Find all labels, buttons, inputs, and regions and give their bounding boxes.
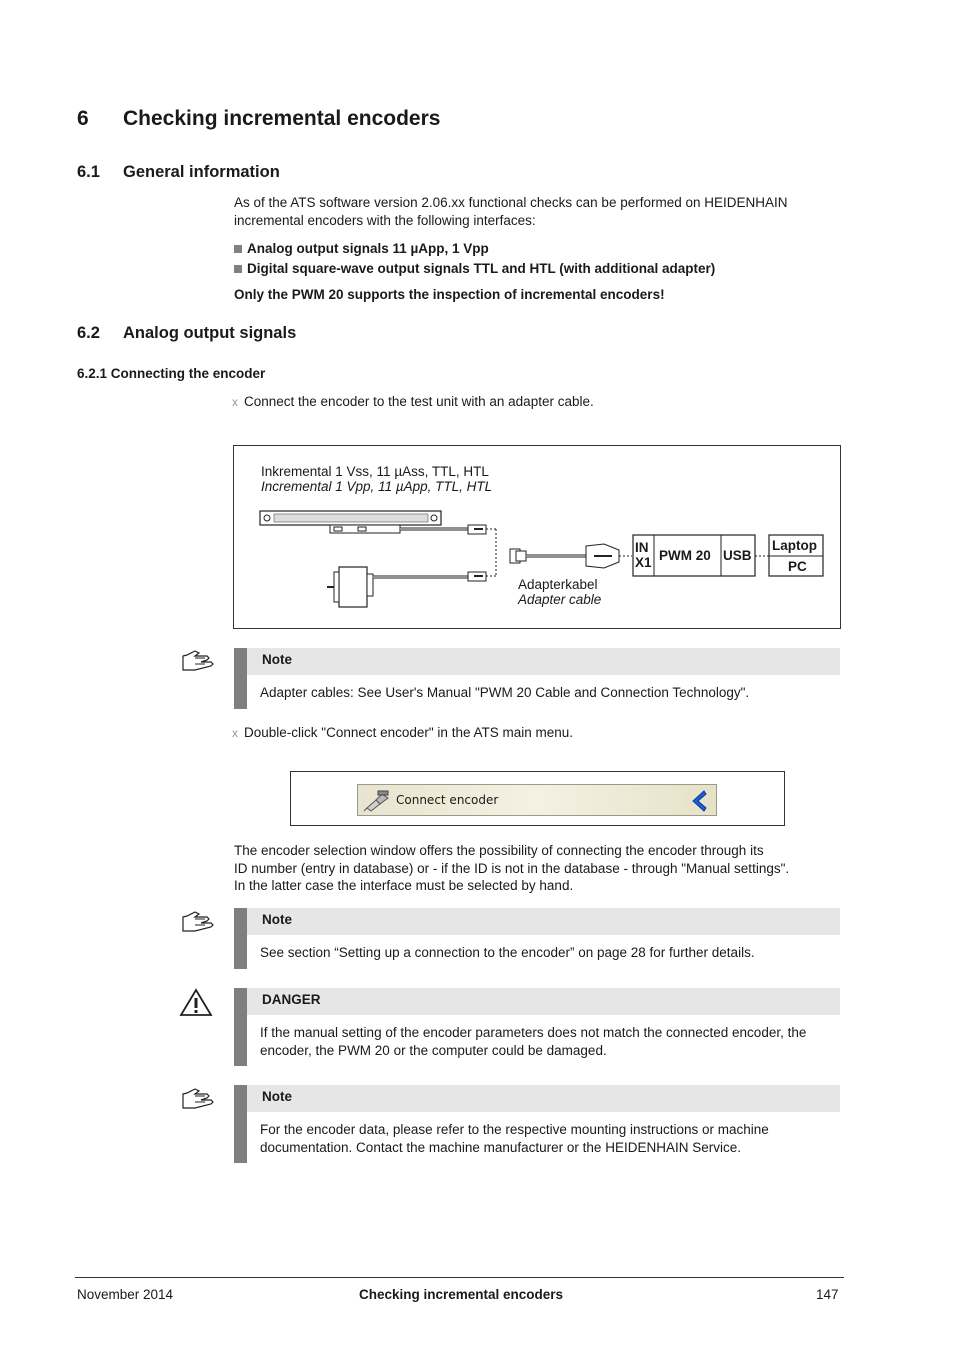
menu-screenshot-frame [290, 771, 785, 826]
encoder-label-de: Inkremental 1 Vss, 11 µAss, TTL, HTL [261, 464, 489, 479]
section-6-2-number: 6.2 [77, 324, 100, 342]
step-text: Double-click "Connect encoder" in the ATS main menu. [244, 725, 573, 740]
connect-encoder-label: Connect encoder [396, 793, 499, 807]
step-connect [232, 393, 594, 412]
danger-bar [234, 988, 247, 1066]
bold-note: Only the PWM 20 supports the inspection of incremental encoders! [234, 287, 665, 302]
danger-text [260, 1024, 850, 1059]
bullet-item [234, 260, 715, 278]
footer-title: Checking incremental encoders [359, 1287, 564, 1302]
note-title: Note [247, 908, 840, 935]
para-line: In the latter case the interface must be selected by hand. [234, 878, 574, 893]
pwm-label: PWM 20 [659, 548, 711, 563]
intro-line: As of the ATS software version 2.06.xx functional checks can be performed on HEIDENHAIN [234, 195, 788, 210]
adapter-label-de: Adapterkabel [518, 577, 598, 592]
note-title: Note [247, 648, 840, 675]
pointing-hand-icon [181, 911, 215, 933]
subsection-6-2-1-title: 6.2.1 Connecting the encoder [77, 366, 266, 381]
note-bar [234, 648, 247, 709]
adapter-cable-icon [510, 544, 619, 568]
usb-label: USB [723, 548, 752, 563]
linear-encoder-icon [260, 511, 486, 534]
rotary-encoder-icon [327, 567, 486, 607]
laptop-label: Laptop [772, 538, 817, 553]
note-line: For the encoder data, please refer to the respective mounting instructions or machine [260, 1122, 769, 1137]
note-bar [234, 1085, 247, 1163]
danger-title: DANGER [247, 988, 840, 1015]
warning-triangle-icon [179, 988, 213, 1017]
connect-encoder-button[interactable] [357, 784, 717, 816]
footer-rule [75, 1277, 844, 1278]
x1-label: X1 [635, 555, 652, 570]
encoder-label-en: Incremental 1 Vpp, 11 µApp, TTL, HTL [261, 479, 493, 494]
step-text: Connect the encoder to the test unit with an adapter cable. [244, 394, 594, 409]
chapter-heading [77, 107, 441, 131]
para-line: The encoder selection window offers the possibility of connecting the encoder through its [234, 843, 764, 858]
danger-line: encoder, the PWM 20 or the computer could be damaged. [260, 1042, 607, 1058]
selection-paragraph [234, 842, 854, 895]
pc-label: PC [788, 559, 807, 574]
in-label: IN [635, 540, 649, 555]
note-text [260, 1121, 850, 1156]
connection-diagram [233, 445, 841, 629]
bullet-item [234, 240, 489, 258]
adapter-label-en: Adapter cable [518, 592, 602, 607]
step-double-click [232, 724, 573, 743]
chapter-title: Checking incremental encoders [123, 107, 441, 130]
section-6-2-title: Analog output signals [123, 324, 297, 342]
intro-paragraph [234, 194, 854, 229]
note-line: documentation. Contact the machine manufacturer or the HEIDENHAIN Service. [260, 1139, 741, 1155]
note-text: Adapter cables: See User's Manual "PWM 20 Cable and Connection Technology". [260, 685, 750, 700]
section-6-1-title: General information [123, 163, 280, 181]
note-text: See section “Setting up a connection to the encoder” on page 28 for further details. [260, 945, 755, 960]
bullet-text: Analog output signals 11 µApp, 1 Vpp [247, 241, 489, 256]
note-title: Note [247, 1085, 840, 1112]
section-6-1-number: 6.1 [77, 163, 100, 181]
pointing-hand-icon [181, 1088, 215, 1110]
step-marker: x [232, 726, 238, 740]
square-bullet-icon [234, 245, 242, 253]
pointing-hand-icon [181, 650, 215, 672]
footer-date: November 2014 [77, 1287, 174, 1302]
note-bar [234, 908, 247, 969]
bullet-text: Digital square-wave output signals TTL and HTL (with additional adapter) [247, 261, 716, 276]
chapter-number: 6 [77, 107, 89, 130]
danger-line: If the manual setting of the encoder parameters does not match the connected encoder, the [260, 1025, 807, 1040]
page-number: 147 [816, 1287, 839, 1302]
chevron-left-icon [688, 789, 710, 813]
intro-line: incremental encoders with the following interfaces: [234, 212, 536, 228]
square-bullet-icon [234, 265, 242, 273]
encoder-connect-icon [364, 790, 390, 812]
step-marker: x [232, 395, 238, 409]
para-line: ID number (entry in database) or - if the ID is not in the database - through "Manual settings". [234, 860, 790, 876]
